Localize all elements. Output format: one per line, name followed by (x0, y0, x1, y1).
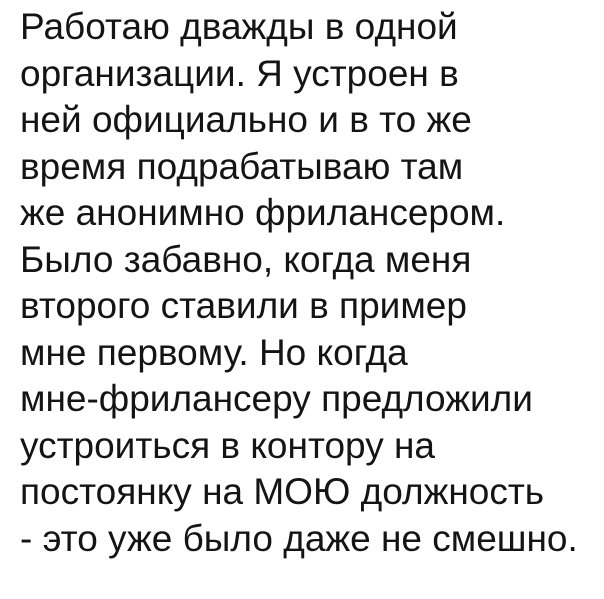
text-line: мне первому. Но когда (20, 331, 408, 373)
text-line: второго ставили в пример (20, 285, 467, 326)
text-line: время подрабатываю там (20, 145, 464, 187)
text-line: же анонимно фрилансером. (20, 192, 506, 233)
text-line: Работаю дважды в одной (20, 6, 458, 47)
text-line: ней официально и в то же (20, 99, 472, 140)
text-line: организации. Я устроен в (20, 52, 459, 94)
text-line: - это уже было даже не смешно. (20, 517, 578, 559)
text-line: постоянку на МОЮ должность (20, 471, 545, 512)
text-line: мне-фрилансеру предложили (20, 378, 533, 419)
text-line: Было забавно, когда меня (20, 238, 472, 280)
text-line: устроиться в контору на (20, 424, 436, 466)
